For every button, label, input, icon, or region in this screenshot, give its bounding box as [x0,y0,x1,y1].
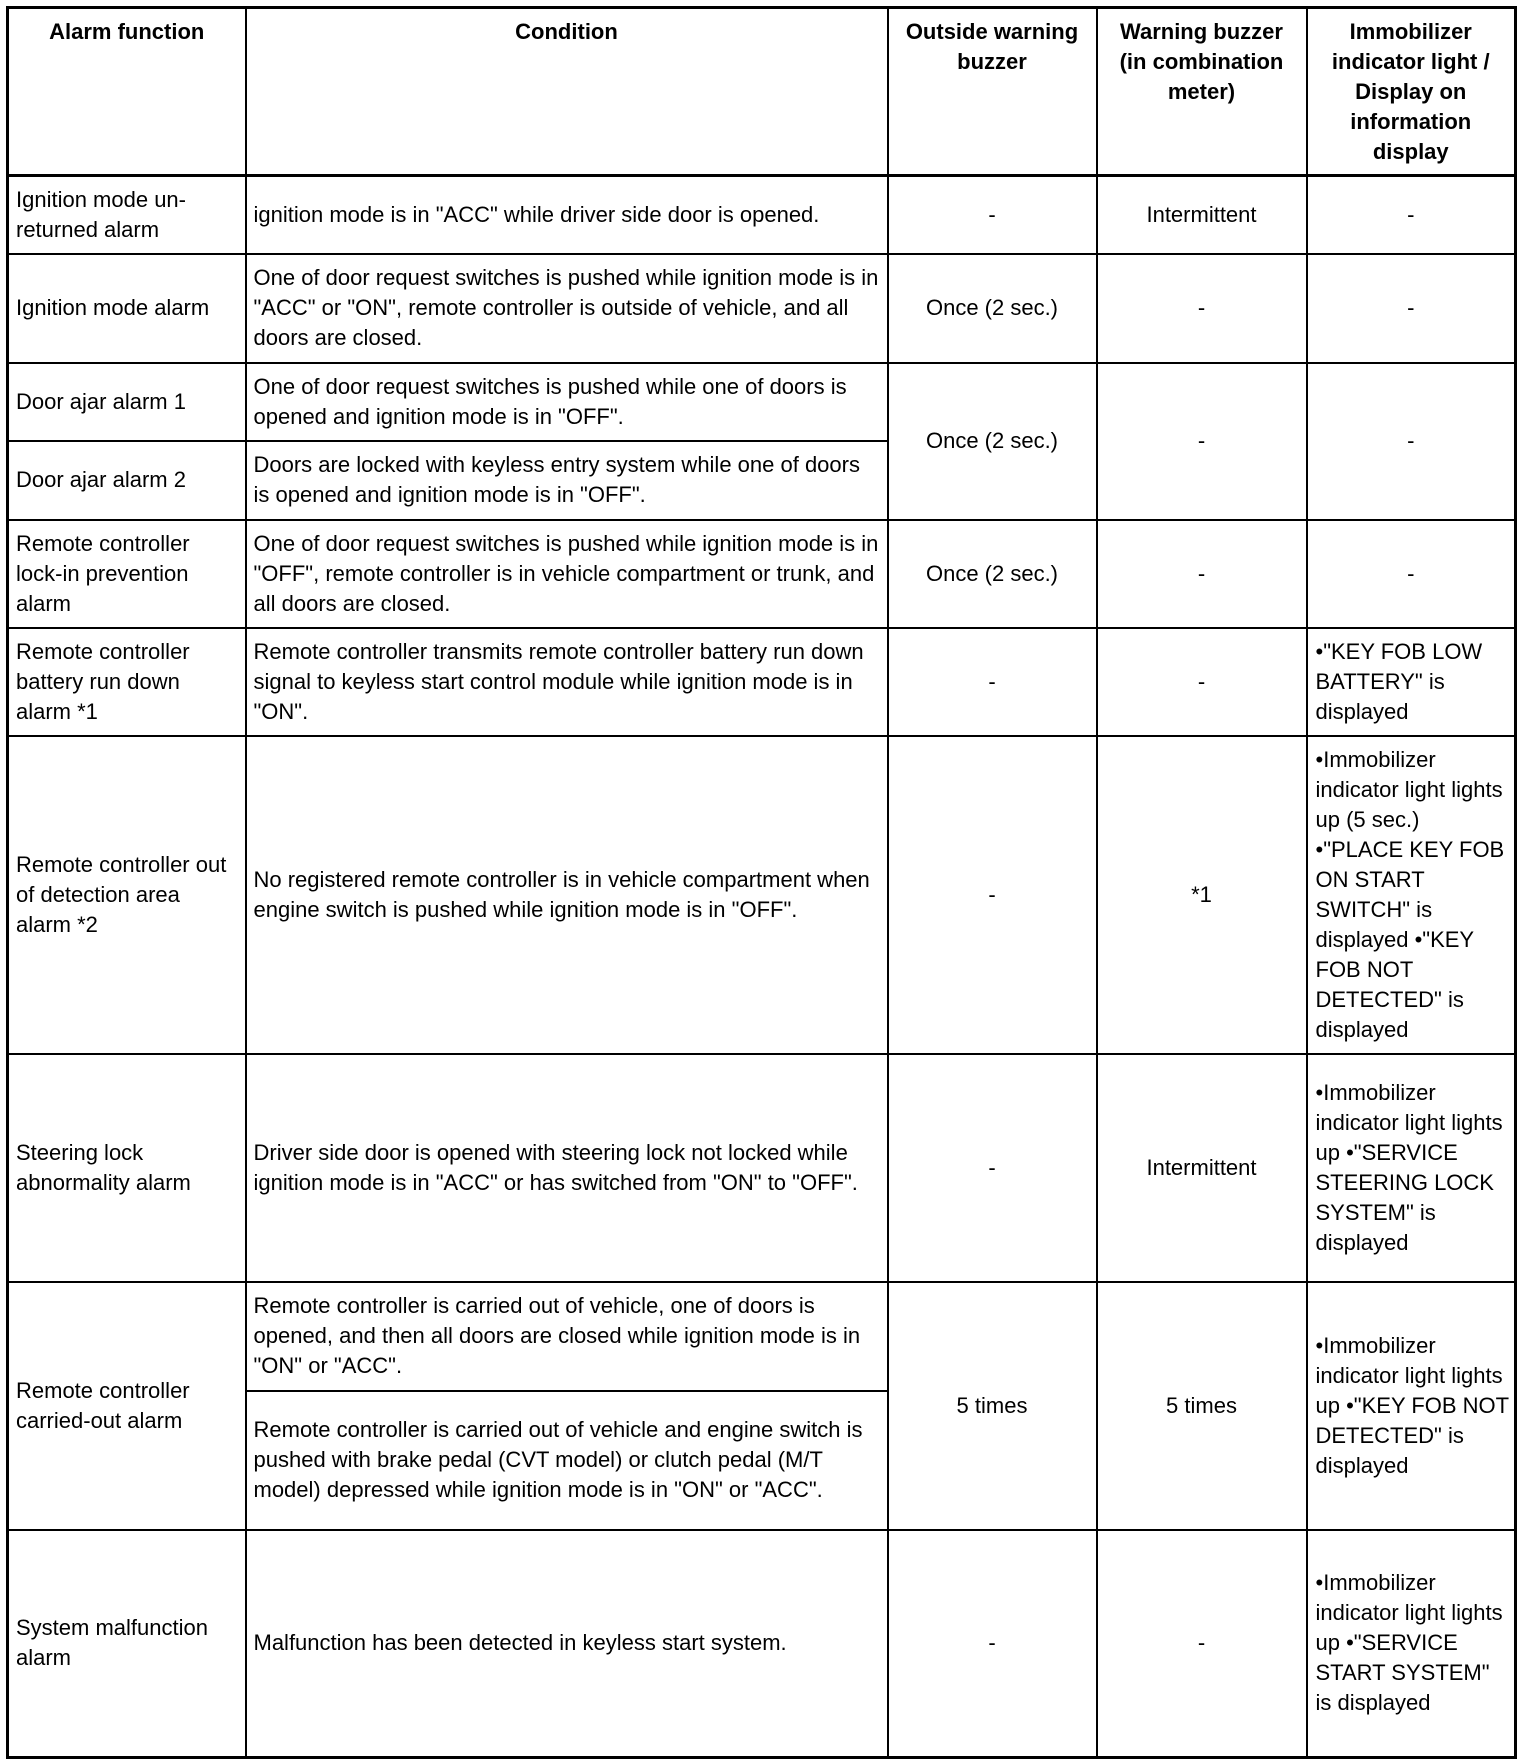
alarm-cell: Steering lock abnormality alarm [8,1054,246,1282]
condition-cell: Remote controller is carried out of vehicle and engine switch is pushed with brake pedal (CVT model) or clutch pedal (M/T model) depressed while ignition mode is in "ON" or "ACC". [246,1391,888,1530]
table-row [8,176,1516,254]
alarm-cell: Remote controller battery run down alarm *1 [8,628,246,736]
outside-cell: - [888,628,1097,736]
outside-cell: - [888,1054,1097,1282]
alarm-cell: Door ajar alarm 1 [8,363,246,441]
header-outside-buzzer: Outside warning buzzer [888,8,1097,176]
table-row [8,254,1516,363]
alarm-function-table [6,6,1517,1759]
condition-cell: No registered remote controller is in vehicle compartment when engine switch is pushed while ignition mode is in "OFF". [246,736,888,1054]
immobilizer-cell: •"KEY FOB LOW BATTERY" is displayed [1307,628,1516,736]
alarm-cell: System malfunction alarm [8,1530,246,1758]
immobilizer-cell: •Immobilizer indicator light lights up •"SERVICE START SYSTEM" is displayed [1307,1530,1516,1758]
outside-cell: - [888,1530,1097,1758]
immobilizer-cell: •Immobilizer indicator light lights up (5 sec.) •"PLACE KEY FOB ON START SWITCH" is displayed •"KEY FOB NOT DETECTED" is displayed [1307,736,1516,1054]
condition-cell: Doors are locked with keyless entry system while one of doors is opened and ignition mode is in "OFF". [246,441,888,520]
header-alarm-function: Alarm function [8,8,246,176]
warning-cell: - [1097,363,1307,520]
immobilizer-cell: •Immobilizer indicator light lights up •"SERVICE STEERING LOCK SYSTEM" is displayed [1307,1054,1516,1282]
outside-cell: 5 times [888,1282,1097,1530]
table-row [8,1530,1516,1758]
condition-cell: One of door request switches is pushed while one of doors is opened and ignition mode is in "OFF". [246,363,888,441]
warning-cell: 5 times [1097,1282,1307,1530]
header-condition: Condition [246,8,888,176]
condition-cell: One of door request switches is pushed while ignition mode is in "OFF", remote controller is in vehicle compartment or trunk, and all doors are closed. [246,520,888,628]
condition-cell: One of door request switches is pushed while ignition mode is in "ACC" or "ON", remote controller is outside of vehicle, and all doors are closed. [246,254,888,363]
warning-cell: Intermittent [1097,1054,1307,1282]
alarm-cell: Ignition mode un-returned alarm [8,176,246,254]
header-row [8,8,1516,176]
alarm-cell: Ignition mode alarm [8,254,246,363]
warning-cell: - [1097,1530,1307,1758]
immobilizer-cell: - [1307,363,1516,520]
table-row [8,1282,1516,1391]
condition-cell: Remote controller transmits remote controller battery run down signal to keyless start control module while ignition mode is in "ON". [246,628,888,736]
alarm-cell: Door ajar alarm 2 [8,441,246,520]
table-row [8,363,1516,441]
alarm-cell: Remote controller carried-out alarm [8,1282,246,1530]
table-row [8,1054,1516,1282]
warning-cell: - [1097,628,1307,736]
table-row [8,520,1516,628]
immobilizer-cell: •Immobilizer indicator light lights up •"KEY FOB NOT DETECTED" is displayed [1307,1282,1516,1530]
warning-cell: *1 [1097,736,1307,1054]
immobilizer-cell: - [1307,176,1516,254]
header-warning-buzzer: Warning buzzer (in combination meter) [1097,8,1307,176]
table-row [8,736,1516,1054]
condition-cell: ignition mode is in "ACC" while driver side door is opened. [246,176,888,254]
immobilizer-cell: - [1307,520,1516,628]
immobilizer-cell: - [1307,254,1516,363]
alarm-cell: Remote controller out of detection area alarm *2 [8,736,246,1054]
condition-cell: Malfunction has been detected in keyless start system. [246,1530,888,1758]
outside-cell: - [888,176,1097,254]
outside-cell: Once (2 sec.) [888,363,1097,520]
outside-cell: - [888,736,1097,1054]
table-row [8,628,1516,736]
header-immobilizer: Immobilizer indicator light / Display on information display [1307,8,1516,176]
warning-cell: Intermittent [1097,176,1307,254]
outside-cell: Once (2 sec.) [888,520,1097,628]
condition-cell: Driver side door is opened with steering lock not locked while ignition mode is in "ACC" or has switched from "ON" to "OFF". [246,1054,888,1282]
warning-cell: - [1097,254,1307,363]
alarm-cell: Remote controller lock-in prevention alarm [8,520,246,628]
condition-cell: Remote controller is carried out of vehicle, one of doors is opened, and then all doors are closed while ignition mode is in "ON" or "ACC". [246,1282,888,1391]
warning-cell: - [1097,520,1307,628]
outside-cell: Once (2 sec.) [888,254,1097,363]
